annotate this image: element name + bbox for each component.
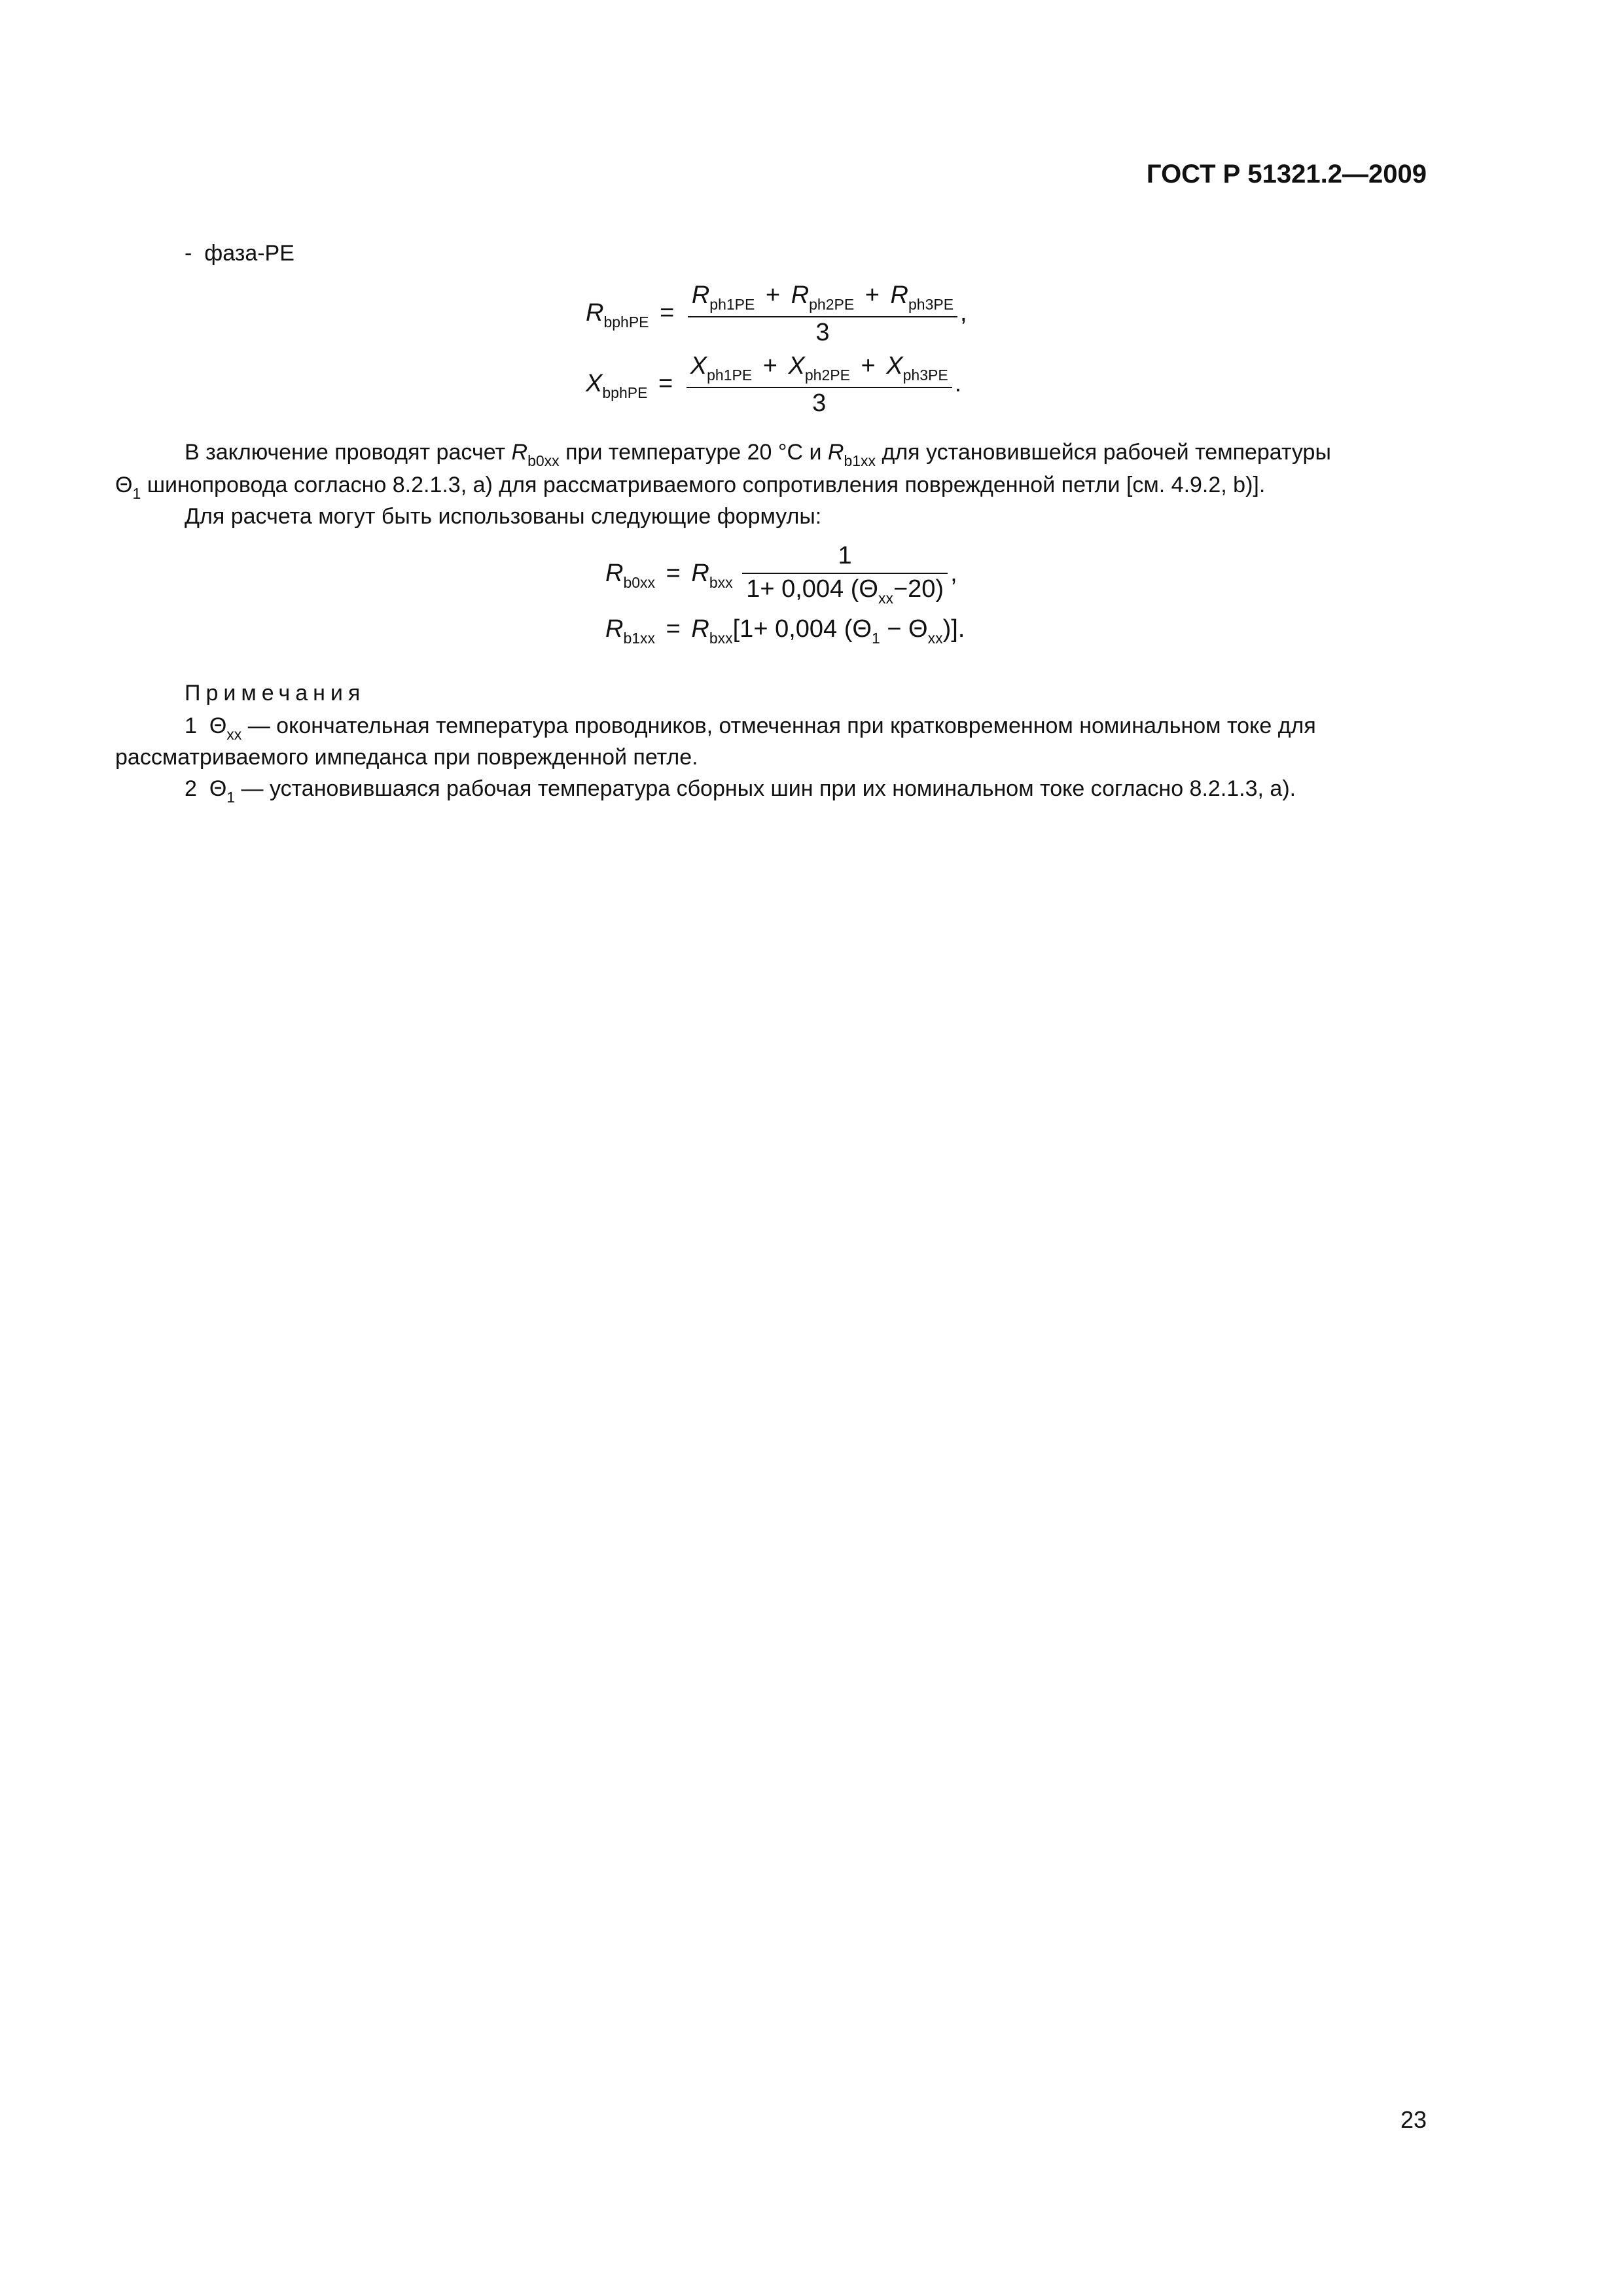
- formula-r-b0xx: $R_{b0xx} = R_{bxx}$ $\frac{1}{1+ 0,004 (\Theta_{xx}-20)}$ ,: [605, 542, 957, 607]
- numerator: $X_{ph1PE} + X_{ph2PE} + X_{ph3PE}$: [690, 352, 948, 384]
- note-item-continuation: рассматриваемого импеданса при поврежденной петле.: [115, 745, 698, 770]
- section-label: [185, 241, 294, 266]
- fraction: [687, 352, 952, 418]
- notes-title: Примечания: [185, 681, 366, 706]
- denominator: 1+ 0,004 $(\Theta_{xx}-20)$: [742, 573, 948, 607]
- paragraph: Для расчета могут быть использованы следующие формулы:: [185, 504, 822, 529]
- paragraph-line: В заключение проводят расчет $R_{b0xx}$ при температуре 20 °С и $R_{b1xx}$ для установившейся рабочей температуры: [185, 440, 1331, 469]
- paragraph-line: $\Theta_1$ шинопровода согласно 8.2.1.3, a) для рассматриваемого сопротивления поврежденной петли [см. 4.9.2, b)].: [115, 473, 1266, 502]
- formula-r-b1xx: $R_{b1xx} = R_{bxx}[1+ 0,004$ $(\Theta_1 - \Theta_{xx})$].: [605, 615, 965, 647]
- document-code: ГОСТ Р 51321.2—2009: [1146, 160, 1427, 188]
- section-label-text: фаза-PE: [204, 241, 294, 266]
- numerator: 1: [838, 542, 852, 569]
- formula-r-bphpe: $R_{bphPE}$ = $\frac{R_{ph1PE} + R_{ph2PE} + R_{ph3PE}}{3}$ ,: [586, 281, 967, 346]
- denominator: 3: [687, 387, 952, 418]
- denominator: 3: [688, 316, 957, 347]
- page-number: 23: [1400, 2106, 1427, 2133]
- note-item: 2 $\Theta_1$ — установившаяся рабочая температура сборных шин при их номинальном токе согласно 8.2.1.3, a).: [185, 776, 1296, 806]
- formula-x-bphpe: $X_{bphPE}$ = $\frac{X_{ph1PE} + X_{ph2PE} + X_{ph3PE}}{3}$ .: [586, 352, 962, 417]
- fraction: [688, 281, 957, 347]
- numerator: $R_{ph1PE} + R_{ph2PE} + R_{ph3PE}$: [691, 281, 954, 313]
- list-dash: -: [185, 241, 192, 266]
- note-item: 1 $\Theta_{xx}$ — окончательная температура проводников, отмеченная при кратковременном номинальном токе для: [185, 713, 1316, 743]
- fraction: [742, 542, 948, 607]
